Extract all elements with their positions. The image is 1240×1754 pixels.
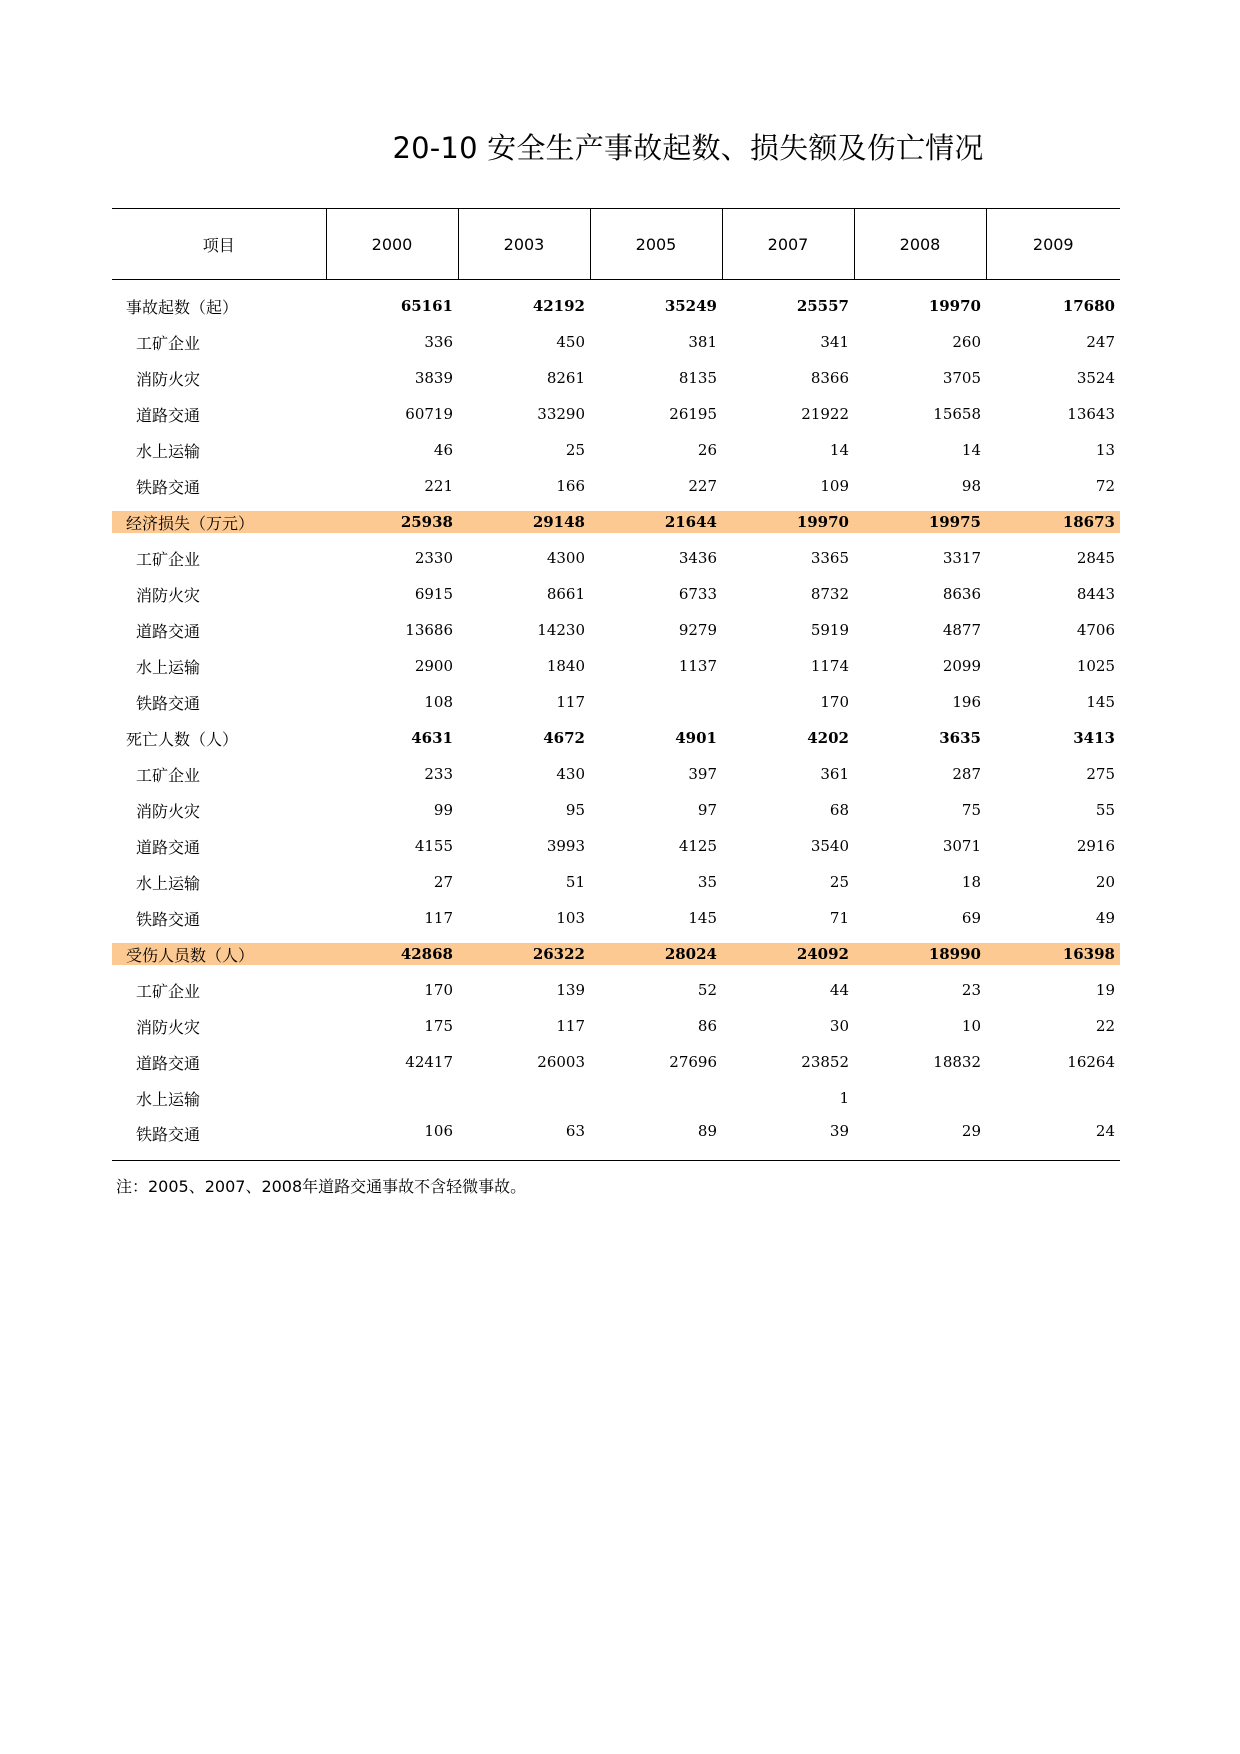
table-cell: 8261 bbox=[546, 369, 585, 387]
table-cell: 68 bbox=[829, 801, 849, 819]
table-row bbox=[112, 972, 1120, 1008]
table-group-row bbox=[112, 720, 1120, 756]
table-row bbox=[112, 576, 1120, 612]
table-cell: 69 bbox=[961, 909, 981, 927]
table-cell: 361 bbox=[820, 765, 849, 783]
table-cell: 109 bbox=[820, 477, 849, 495]
row-label: 水上运输 bbox=[136, 873, 201, 893]
table-cell: 1174 bbox=[810, 657, 849, 675]
table-cell: 23852 bbox=[801, 1053, 849, 1071]
table-cell: 275 bbox=[1086, 765, 1115, 783]
table-cell: 29148 bbox=[458, 504, 590, 540]
table-cell: 13643 bbox=[1067, 405, 1115, 423]
table-cell: 63 bbox=[458, 1116, 590, 1161]
table-cell bbox=[326, 1080, 458, 1116]
table-cell: 26 bbox=[697, 441, 717, 459]
table-cell: 117 bbox=[556, 693, 585, 711]
table-cell: 15658 bbox=[933, 405, 981, 423]
table-cell: 27696 bbox=[669, 1053, 717, 1071]
table-cell: 3540 bbox=[810, 837, 849, 855]
table-cell: 2330 bbox=[414, 549, 453, 567]
table-cell: 233 bbox=[424, 765, 453, 783]
table-cell: 2916 bbox=[1076, 837, 1115, 855]
table-cell: 8366 bbox=[810, 369, 849, 387]
table-cell bbox=[458, 1080, 590, 1116]
table-cell: 42192 bbox=[532, 297, 585, 315]
table-cell: 1137 bbox=[678, 657, 717, 675]
table-row bbox=[112, 612, 1120, 648]
table-cell: 117 bbox=[556, 1017, 585, 1035]
table-cell: 3071 bbox=[942, 837, 981, 855]
table-cell: 42868 bbox=[326, 936, 458, 972]
row-label: 工矿企业 bbox=[136, 333, 201, 353]
table-cell: 30 bbox=[829, 1017, 849, 1035]
table-row bbox=[112, 1116, 1120, 1161]
table-cell: 26003 bbox=[537, 1053, 585, 1071]
table-cell: 44 bbox=[829, 981, 849, 999]
table-row bbox=[112, 792, 1120, 828]
table-cell: 24092 bbox=[722, 936, 854, 972]
table-cell: 75 bbox=[961, 801, 981, 819]
table-cell: 97 bbox=[697, 801, 717, 819]
table-cell: 6733 bbox=[678, 585, 717, 603]
table-cell: 3413 bbox=[1073, 729, 1115, 747]
table-cell: 1840 bbox=[546, 657, 585, 675]
table-cell bbox=[590, 684, 722, 720]
row-label: 水上运输 bbox=[136, 1089, 201, 1109]
table-cell: 13686 bbox=[405, 621, 453, 639]
table-cell: 170 bbox=[820, 693, 849, 711]
table-cell: 4901 bbox=[675, 729, 717, 747]
row-label: 铁路交通 bbox=[112, 1116, 326, 1161]
table-cell: 89 bbox=[590, 1116, 722, 1161]
table-cell: 139 bbox=[556, 981, 585, 999]
table-row bbox=[112, 468, 1120, 504]
column-header-year: 2005 bbox=[590, 209, 722, 280]
table-cell: 42417 bbox=[405, 1053, 453, 1071]
table-cell: 98 bbox=[961, 477, 981, 495]
row-label: 消防火灾 bbox=[136, 1017, 201, 1037]
group-label: 经济损失（万元） bbox=[112, 504, 326, 540]
column-header-year: 2009 bbox=[986, 209, 1120, 280]
row-label: 工矿企业 bbox=[136, 549, 201, 569]
table-cell: 9279 bbox=[678, 621, 717, 639]
table-cell: 4202 bbox=[807, 729, 849, 747]
table-cell bbox=[854, 1080, 986, 1116]
table-row bbox=[112, 828, 1120, 864]
table-cell: 4631 bbox=[411, 729, 453, 747]
table-cell: 450 bbox=[556, 333, 585, 351]
row-label: 道路交通 bbox=[136, 837, 201, 857]
table-row bbox=[112, 1080, 1120, 1116]
table-row bbox=[112, 1044, 1120, 1080]
table-cell: 25557 bbox=[796, 297, 849, 315]
table-row bbox=[112, 324, 1120, 360]
table-cell: 16264 bbox=[1067, 1053, 1115, 1071]
table-cell: 52 bbox=[697, 981, 717, 999]
table-body bbox=[112, 280, 1120, 1161]
table-cell: 3317 bbox=[942, 549, 981, 567]
table-cell: 10 bbox=[961, 1017, 981, 1035]
table-cell: 17680 bbox=[1062, 297, 1115, 315]
table-cell: 26322 bbox=[458, 936, 590, 972]
row-label: 水上运输 bbox=[136, 657, 201, 677]
table-row bbox=[112, 360, 1120, 396]
table-cell: 60719 bbox=[405, 405, 453, 423]
table-cell: 3436 bbox=[678, 549, 717, 567]
table-cell: 4155 bbox=[414, 837, 453, 855]
table-cell: 430 bbox=[556, 765, 585, 783]
table-cell: 196 bbox=[952, 693, 981, 711]
page-title: 20-10 安全生产事故起数、损失额及伤亡情况 bbox=[392, 131, 984, 165]
table-cell: 55 bbox=[1095, 801, 1115, 819]
table-cell: 14 bbox=[961, 441, 981, 459]
table-cell bbox=[986, 1080, 1120, 1116]
table-cell: 26195 bbox=[669, 405, 717, 423]
table-cell bbox=[590, 1080, 722, 1116]
table-cell: 99 bbox=[433, 801, 453, 819]
row-label: 水上运输 bbox=[136, 441, 201, 461]
table-cell: 18673 bbox=[986, 504, 1120, 540]
statistics-table bbox=[112, 208, 1120, 1161]
table-cell: 3635 bbox=[939, 729, 981, 747]
table-cell: 19975 bbox=[854, 504, 986, 540]
table-cell: 2099 bbox=[942, 657, 981, 675]
table-cell: 14230 bbox=[537, 621, 585, 639]
footnote: 注：2005、2007、2008年道路交通事故不含轻微事故。 bbox=[116, 1177, 527, 1196]
table-cell: 117 bbox=[424, 909, 453, 927]
table-row bbox=[112, 684, 1120, 720]
table-cell: 29 bbox=[854, 1116, 986, 1161]
table-cell: 4672 bbox=[543, 729, 585, 747]
table-cell: 24 bbox=[986, 1116, 1120, 1161]
table-cell: 28024 bbox=[590, 936, 722, 972]
row-label: 消防火灾 bbox=[136, 585, 201, 605]
table-cell: 23 bbox=[961, 981, 981, 999]
table-cell: 25938 bbox=[326, 504, 458, 540]
row-label: 铁路交通 bbox=[136, 693, 201, 713]
table-row bbox=[112, 864, 1120, 900]
table-cell: 1 bbox=[839, 1089, 849, 1107]
table-cell: 145 bbox=[688, 909, 717, 927]
row-label: 道路交通 bbox=[136, 405, 201, 425]
table-cell: 49 bbox=[1095, 909, 1115, 927]
table-cell: 4125 bbox=[678, 837, 717, 855]
table-cell: 25 bbox=[829, 873, 849, 891]
table-cell: 14 bbox=[829, 441, 849, 459]
table-cell: 18990 bbox=[854, 936, 986, 972]
table-cell: 19970 bbox=[722, 504, 854, 540]
table-cell: 71 bbox=[829, 909, 849, 927]
table-cell: 2900 bbox=[414, 657, 453, 675]
table-cell: 27 bbox=[433, 873, 453, 891]
table-cell: 336 bbox=[424, 333, 453, 351]
table-cell: 341 bbox=[820, 333, 849, 351]
table-cell: 4877 bbox=[942, 621, 981, 639]
table-cell: 4706 bbox=[1076, 621, 1115, 639]
row-label: 消防火灾 bbox=[136, 369, 201, 389]
table-cell: 18832 bbox=[933, 1053, 981, 1071]
row-label: 道路交通 bbox=[136, 1053, 201, 1073]
table-cell: 397 bbox=[688, 765, 717, 783]
table-cell: 6915 bbox=[414, 585, 453, 603]
table-cell: 227 bbox=[688, 477, 717, 495]
table-cell: 8636 bbox=[942, 585, 981, 603]
group-label: 受伤人员数（人） bbox=[112, 936, 326, 972]
table-group-row bbox=[112, 936, 1120, 972]
column-header-year: 2003 bbox=[458, 209, 590, 280]
table-cell: 35 bbox=[697, 873, 717, 891]
table-cell: 108 bbox=[424, 693, 453, 711]
table-cell: 65161 bbox=[400, 297, 453, 315]
table-row bbox=[112, 432, 1120, 468]
table-cell: 166 bbox=[556, 477, 585, 495]
table-cell: 247 bbox=[1086, 333, 1115, 351]
table-cell: 16398 bbox=[986, 936, 1120, 972]
table-row bbox=[112, 900, 1120, 936]
column-header-item: 项目 bbox=[112, 209, 326, 280]
table-cell: 8661 bbox=[546, 585, 585, 603]
table-cell: 86 bbox=[697, 1017, 717, 1035]
table-cell: 3993 bbox=[546, 837, 585, 855]
table-cell: 287 bbox=[952, 765, 981, 783]
group-label: 死亡人数（人） bbox=[126, 729, 239, 749]
table-cell: 3705 bbox=[942, 369, 981, 387]
table-row bbox=[112, 1008, 1120, 1044]
table-cell: 221 bbox=[424, 477, 453, 495]
table-cell: 72 bbox=[1095, 477, 1115, 495]
table-cell: 20 bbox=[1095, 873, 1115, 891]
table-cell: 106 bbox=[326, 1116, 458, 1161]
table-cell: 5919 bbox=[810, 621, 849, 639]
table-cell: 260 bbox=[952, 333, 981, 351]
table-cell: 3839 bbox=[414, 369, 453, 387]
table-cell: 25 bbox=[565, 441, 585, 459]
table-cell: 21644 bbox=[590, 504, 722, 540]
table-cell: 33290 bbox=[537, 405, 585, 423]
table-cell: 381 bbox=[688, 333, 717, 351]
column-header-year: 2000 bbox=[326, 209, 458, 280]
row-label: 铁路交通 bbox=[136, 477, 201, 497]
table-header-row bbox=[112, 209, 1120, 280]
table-row bbox=[112, 540, 1120, 576]
table-cell: 51 bbox=[565, 873, 585, 891]
table-cell: 3524 bbox=[1076, 369, 1115, 387]
table-cell: 3365 bbox=[810, 549, 849, 567]
table-group-row bbox=[112, 504, 1120, 540]
table-cell: 2845 bbox=[1076, 549, 1115, 567]
table-group-row bbox=[112, 288, 1120, 324]
table-row bbox=[112, 756, 1120, 792]
table-cell: 19970 bbox=[928, 297, 981, 315]
table-cell: 1025 bbox=[1076, 657, 1115, 675]
table-cell: 175 bbox=[424, 1017, 453, 1035]
table-cell: 8135 bbox=[678, 369, 717, 387]
row-label: 工矿企业 bbox=[136, 981, 201, 1001]
table-cell: 170 bbox=[424, 981, 453, 999]
group-label: 事故起数（起） bbox=[126, 297, 239, 317]
table-cell: 21922 bbox=[801, 405, 849, 423]
column-header-year: 2007 bbox=[722, 209, 854, 280]
row-label: 道路交通 bbox=[136, 621, 201, 641]
table-cell: 39 bbox=[722, 1116, 854, 1161]
table-cell: 103 bbox=[556, 909, 585, 927]
table-cell: 19 bbox=[1095, 981, 1115, 999]
table-cell: 4300 bbox=[546, 549, 585, 567]
table-cell: 18 bbox=[961, 873, 981, 891]
row-label: 工矿企业 bbox=[136, 765, 201, 785]
column-header-year: 2008 bbox=[854, 209, 986, 280]
table-cell: 22 bbox=[1095, 1017, 1115, 1035]
table-cell: 145 bbox=[1086, 693, 1115, 711]
table-row bbox=[112, 396, 1120, 432]
table-cell: 8443 bbox=[1076, 585, 1115, 603]
table-cell: 95 bbox=[565, 801, 585, 819]
table-cell: 8732 bbox=[810, 585, 849, 603]
row-label: 消防火灾 bbox=[136, 801, 201, 821]
table-row bbox=[112, 648, 1120, 684]
row-label: 铁路交通 bbox=[136, 909, 201, 929]
table-cell: 35249 bbox=[664, 297, 717, 315]
table-cell: 13 bbox=[1095, 441, 1115, 459]
table-cell: 46 bbox=[433, 441, 453, 459]
